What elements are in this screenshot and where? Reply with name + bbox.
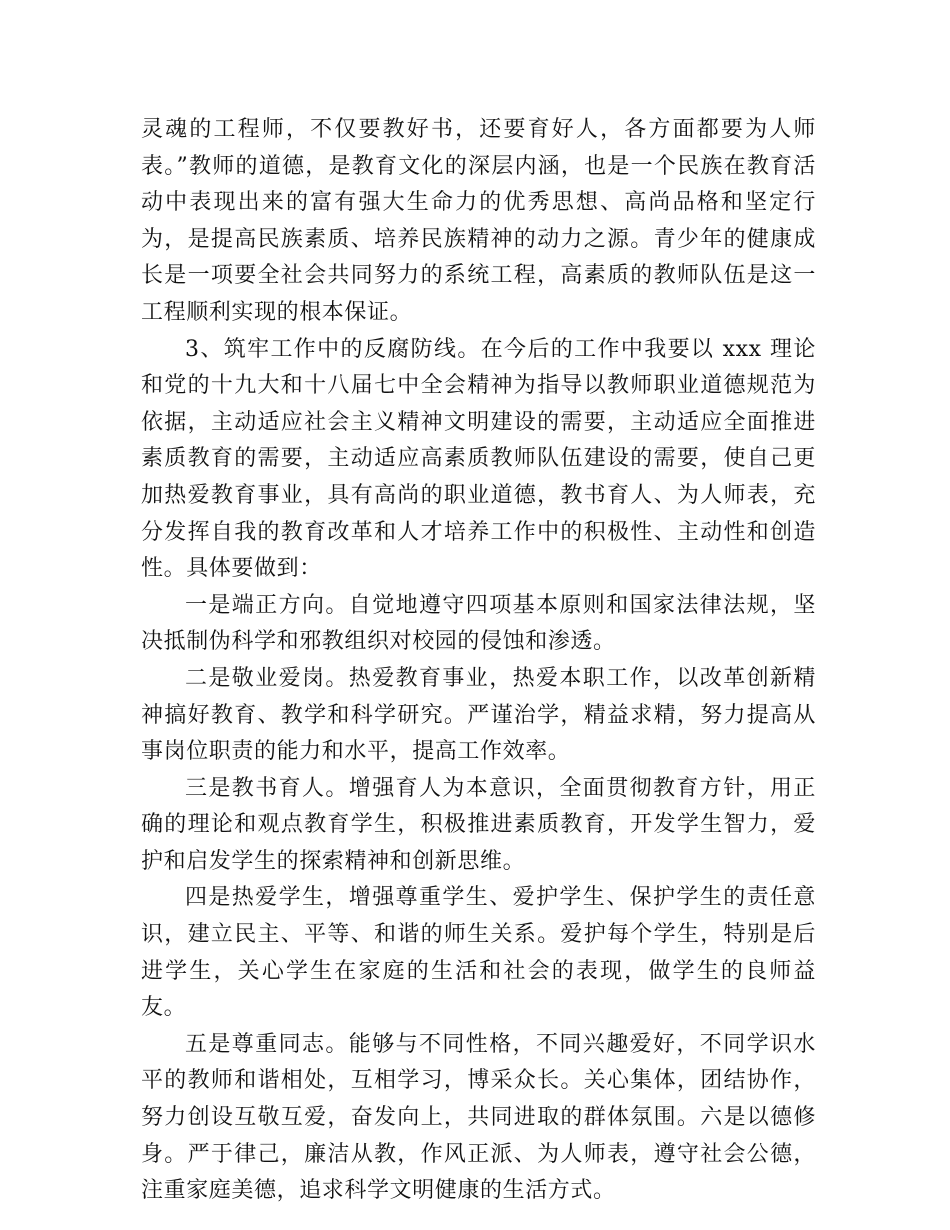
paragraph-point-four: 四是热爱学生，增强尊重学生、爱护学生、保护学生的责任意识，建立民主、平等、和谐的师生关系。爱护每个学生，特别是后进学生，关心学生在家庭的生活和社会的表现，做学生的良师益友。	[141, 885, 816, 1021]
paragraph-point-one: 一是端正方向。自觉地遵守四项基本原则和国家法律法规，坚决抵制伪科学和邪教组织对校园的侵蚀和渗透。	[141, 592, 816, 655]
paragraph-continuation: 灵魂的工程师，不仅要教好书，还要育好人，各方面都要为人师表。”教师的道德，是教育文化的深层内涵，也是一个民族在教育活动中表现出来的富有强大生命力的优秀思想、高尚品格和坚定行为，是提高民族素质、培养民族精神的动力之源。青少年的健康成长是一项要全社会共同努力的系统工程，高素质的教师队伍是这一工程顺利实现的根本保证。	[141, 117, 816, 325]
paragraph-point-three: 三是教书育人。增强育人为本意识，全面贯彻教育方针，用正确的理论和观点教育学生，积极推进素质教育，开发学生智力，爱护和启发学生的探索精神和创新思维。	[141, 775, 816, 874]
paragraph-point-two: 二是敬业爱岗。热爱教育事业，热爱本职工作，以改革创新精神搞好教育、教学和科学研究。严谨治学，精益求精，努力提高从事岗位职责的能力和水平，提高工作效率。	[141, 665, 816, 765]
paragraph-point-five: 五是尊重同志。能够与不同性格，不同兴趣爱好，不同学识水平的教师和谐相处，互相学习，博采众长。关心集体，团结协作，努力创设互敬互爱，奋发向上，共同进取的群体氛围。六是以德修身。严于律己，廉洁从教，作风正派、为人师表，遵守社会公德，注重家庭美德，追求科学文明健康的生活方式。	[141, 1031, 816, 1204]
paragraph-anti-corruption: 3、筑牢工作中的反腐防线。在今后的工作中我要以 xxx 理论和党的十九大和十八届七中全会精神为指导以教师职业道德规范为依据，主动适应社会主义精神文明建设的需要，主动适应全面推进素质教育的需要，主动适应高素质教师队伍建设的需要，使自己更加热爱教育事业，具有高尚的职业道德，教书育人、为人师表，充分发挥自我的教育改革和人才培养工作中的积极性、主动性和创造性。具体要做到：	[141, 336, 816, 582]
document-body	[141, 112, 816, 1210]
